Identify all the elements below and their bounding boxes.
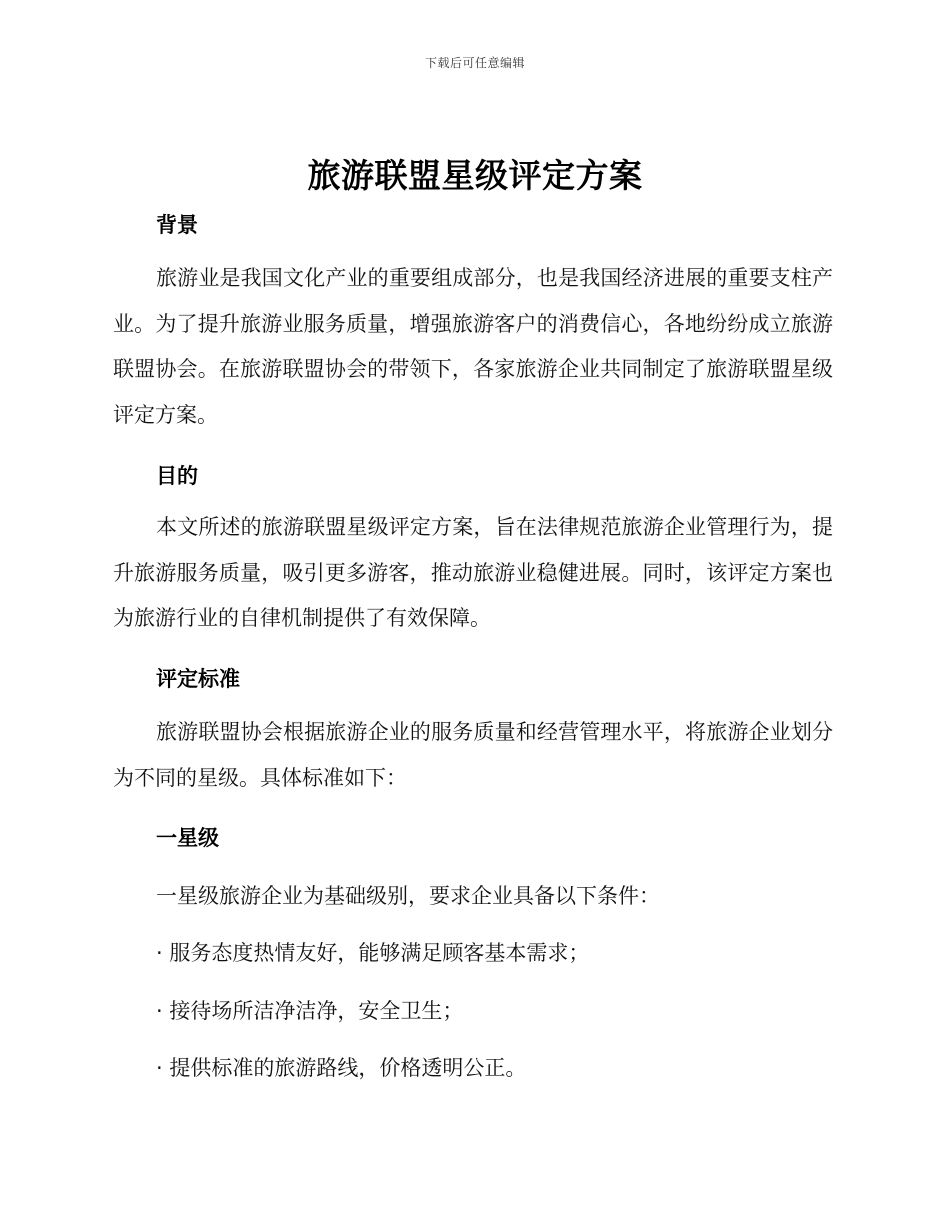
header-note: 下载后可任意编辑	[424, 56, 525, 70]
paragraph-criteria: 旅游联盟协会根据旅游企业的服务质量和经营管理水平，将旅游企业划分为不同的星级。具体标准如下：	[113, 720, 833, 790]
section-heading-criteria: 评定标准	[156, 667, 240, 691]
section-heading-one-star: 一星级	[156, 826, 219, 850]
one-star-intro: 一星级旅游企业为基础级别，要求企业具备以下条件：	[156, 884, 660, 908]
list-item: · 服务态度热情友好，能够满足顾客基本需求；	[156, 941, 590, 965]
paragraph-purpose: 本文所述的旅游联盟星级评定方案，旨在法律规范旅游企业管理行为，提升旅游服务质量，吸引更多游客，推动旅游业稳健进展。同时，该评定方案也为旅游行业的自律机制提供了有效保障。	[113, 515, 833, 630]
section-heading-purpose: 目的	[156, 464, 198, 488]
section-heading-background: 背景	[156, 213, 198, 237]
document-title: 旅游联盟星级评定方案	[307, 156, 643, 195]
paragraph-background: 旅游业是我国文化产业的重要组成部分，也是我国经济进展的重要支柱产业。为了提升旅游业服务质量，增强旅游客户的消费信心，各地纷纷成立旅游联盟协会。在旅游联盟协会的带领下，各家旅游企业共同制定了旅游联盟星级评定方案。	[113, 266, 833, 427]
list-item: · 接待场所洁净洁净，安全卫生；	[156, 999, 464, 1023]
list-item: · 提供标准的旅游路线，价格透明公正。	[156, 1056, 527, 1080]
